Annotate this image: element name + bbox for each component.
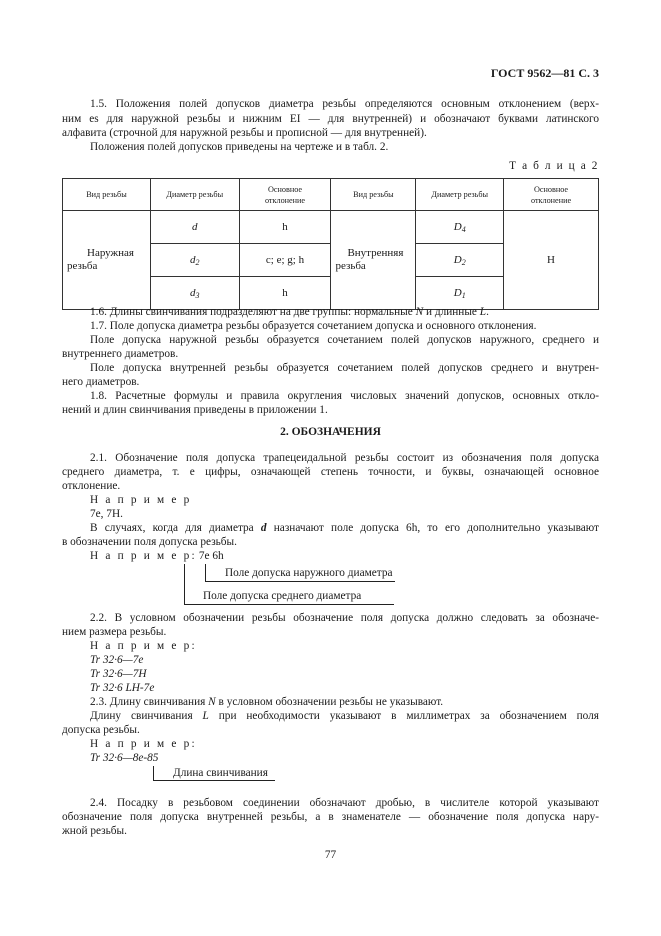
deviation-cell: h xyxy=(239,211,331,244)
diameter-cell: $D_4$ xyxy=(416,211,504,244)
text-line: в обозначении поля допуска резьбы. xyxy=(62,536,237,548)
callout-line xyxy=(153,780,275,781)
text-line: Длину свинчивания L при необходимости указывают в миллиметрах за обозначением поля xyxy=(90,710,599,722)
header-cell: Основное отклонение xyxy=(504,179,599,211)
callout-line xyxy=(205,564,206,582)
callout-line xyxy=(184,564,185,605)
cell-text: Внутренняя xyxy=(347,246,404,259)
example-text: 7e, 7H. xyxy=(90,508,123,520)
diameter-cell: d xyxy=(150,211,239,244)
text-line: допуска резьбы. xyxy=(62,724,140,736)
table-row xyxy=(63,211,599,244)
text-line: В случаях, когда для диаметра d назначают поле допуска 6h, то его дополнительно указывают xyxy=(90,522,599,534)
paragraph-1-8: 1.8. Расчетные формулы и правила округления числовых значений допусков, основных откло- xyxy=(90,390,599,402)
header-cell: Основное отклонение xyxy=(239,179,331,211)
header-cell: Диаметр резьбы xyxy=(150,179,239,211)
text-line: алфавита (строчной для наружной резьбы и прописной — для внутренней). xyxy=(62,127,427,139)
cell-text: резьба xyxy=(67,260,98,272)
example-text: Tr 32·6—7H xyxy=(90,668,147,680)
paragraph-2-3: 2.3. Длину свинчивания N в условном обозначении резьбы не указывают. xyxy=(90,696,444,708)
text-line: нием размера резьбы. xyxy=(62,626,167,638)
text-line: Поле допуска наружной резьбы образуется сочетанием полей допусков наружного, среднего и xyxy=(90,334,599,346)
header-cell: Вид резьбы xyxy=(331,179,416,211)
cell-text: Наружная xyxy=(87,246,134,259)
callout-line xyxy=(205,581,395,582)
page-number: 77 xyxy=(324,849,337,861)
paragraph-2-4: 2.4. Посадку в резьбовом соединении обозначают дробью, в числителе которой указывают xyxy=(90,797,599,809)
text-line: внутреннего диаметров. xyxy=(62,348,179,360)
table-caption: Т а б л и ц а 2 xyxy=(509,160,599,172)
paragraph-1-5: 1.5. Положения полей допусков диаметра резьбы определяются основным отклонением (верх- xyxy=(90,98,599,110)
diameter-cell: $D_1$ xyxy=(416,277,504,310)
text-line: Положения полей допусков приведены на чертеже и в табл. 2. xyxy=(90,141,389,153)
text-line: среднего диаметра, т. е цифры, означающей степень точности, и буквы, означающей основное xyxy=(62,466,599,478)
text-line: него диаметров. xyxy=(62,376,140,388)
header-cell: Диаметр резьбы xyxy=(416,179,504,211)
paragraph-1-7: 1.7. Поле допуска диаметра резьбы образуется сочетанием допуска и основного отклонения. xyxy=(90,320,537,332)
paragraph-2-2: 2.2. В условном обозначении резьбы обозначение поля допуска должно следовать за обозначе- xyxy=(90,612,599,624)
section-title: 2. ОБОЗНАЧЕНИЯ xyxy=(280,426,381,438)
text-line: отклонение. xyxy=(62,480,121,492)
deviation-cell: c; e; g; h xyxy=(239,244,331,277)
table-header-row xyxy=(63,179,599,211)
text-line: ним es для наружной резьбы и нижним EI — для внутренней) и обозначают буквами латинского xyxy=(62,113,599,125)
table-2 xyxy=(62,178,599,310)
example-text: Tr 32·6 LH-7e xyxy=(90,682,155,694)
callout-label: Поле допуска наружного диаметра xyxy=(225,567,393,579)
paragraph-1-6: 1.6. Длины свинчивания подразделяют на две группы: нормальные N и длинные L. xyxy=(90,306,489,318)
example-text: Tr 32·6—7e xyxy=(90,654,144,666)
example-line: Н а п р и м е р: 7e 6h xyxy=(90,550,224,562)
thread-kind-external xyxy=(63,211,151,310)
header-cell: Вид резьбы xyxy=(63,179,151,211)
callout-label: Поле допуска среднего диаметра xyxy=(203,590,362,602)
page-header: ГОСТ 9562—81 С. 3 xyxy=(490,66,599,80)
text-line: жной резьбы. xyxy=(62,825,127,837)
text-line: нений и длин свинчивания приведены в приложении 1. xyxy=(62,404,328,416)
callout-line xyxy=(153,766,154,781)
example-label: Н а п р и м е р: xyxy=(90,738,197,750)
deviation-cell: h xyxy=(239,277,331,310)
example-label: Н а п р и м е р: xyxy=(90,640,197,652)
example-text: Tr 32·6—8e-85 xyxy=(90,752,159,764)
diameter-cell: $d_3$ xyxy=(150,277,239,310)
text-line: обозначение поля допуска внутренней резьбы, а в знаменателе — обозначение поля допуска нару- xyxy=(62,811,599,823)
callout-label: Длина свинчивания xyxy=(173,767,268,779)
callout-line xyxy=(184,604,394,605)
deviation-cell-internal: H xyxy=(504,211,599,310)
text-line: Поле допуска внутренней резьбы образуется сочетанием полей допусков среднего и внутрен- xyxy=(90,362,599,374)
diameter-cell: $D_2$ xyxy=(416,244,504,277)
example-label: Н а п р и м е р xyxy=(90,494,192,506)
paragraph-2-1: 2.1. Обозначение поля допуска трапецеидальной резьбы состоит из обозначения поля допуска xyxy=(90,452,599,464)
thread-kind-internal xyxy=(331,211,416,310)
diameter-cell: $d_2$ xyxy=(150,244,239,277)
cell-text: резьба xyxy=(335,260,366,272)
